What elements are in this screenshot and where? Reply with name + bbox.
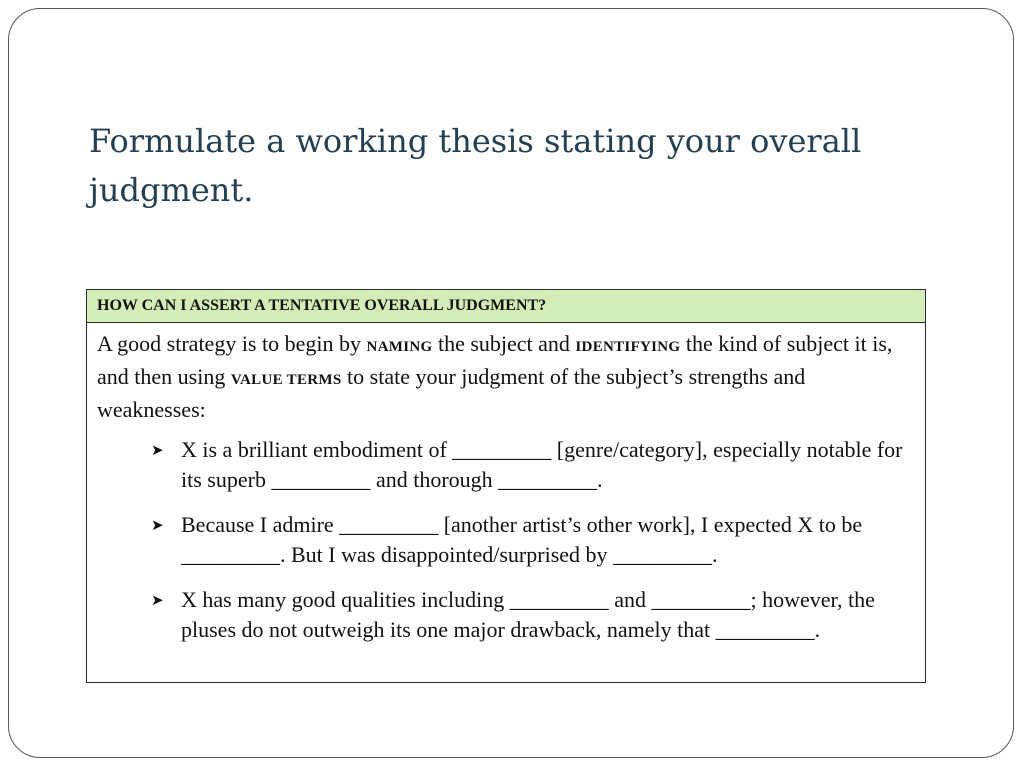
box-body xyxy=(87,323,925,645)
term-naming: NAMING xyxy=(366,339,433,355)
judgment-box xyxy=(86,289,926,683)
arrowhead-bullet-icon: ➤ xyxy=(151,591,164,609)
intro-text-3: the kind of subject it is, and then using xyxy=(97,331,893,389)
bullet-text: Because I admire _________ [another artist’s other work], I expected X to be _________. But I was disappointed/surprised by _________. xyxy=(181,512,863,567)
term-identifying: IDENTIFYING xyxy=(575,339,681,355)
list-item xyxy=(97,585,915,645)
slide-title: Formulate a working thesis stating your overall judgment. xyxy=(89,122,862,209)
intro-text-4: to state your judgment of the subject’s strengths and weaknesses: xyxy=(97,364,806,422)
bullet-text: X has many good qualities including _________ and _________; however, the pluses do not outweigh its one major drawback, namely that _________. xyxy=(181,587,875,642)
slide xyxy=(8,8,1014,758)
list-item xyxy=(97,435,915,495)
intro-paragraph xyxy=(97,329,915,425)
intro-text-1: A good strategy is to begin by xyxy=(97,331,367,356)
list-item xyxy=(97,510,915,570)
arrowhead-bullet-icon: ➤ xyxy=(151,516,164,534)
arrowhead-bullet-icon: ➤ xyxy=(151,441,164,459)
box-header: HOW CAN I ASSERT A TENTATIVE OVERALL JUDGMENT? xyxy=(87,290,925,323)
intro-text-2: the subject and xyxy=(432,331,576,356)
bullet-text: X is a brilliant embodiment of _________ [genre/category], especially notable for its superb _________ and thorough _________. xyxy=(181,437,903,492)
template-list xyxy=(97,435,915,645)
term-value-terms: VALUE TERMS xyxy=(230,372,342,388)
